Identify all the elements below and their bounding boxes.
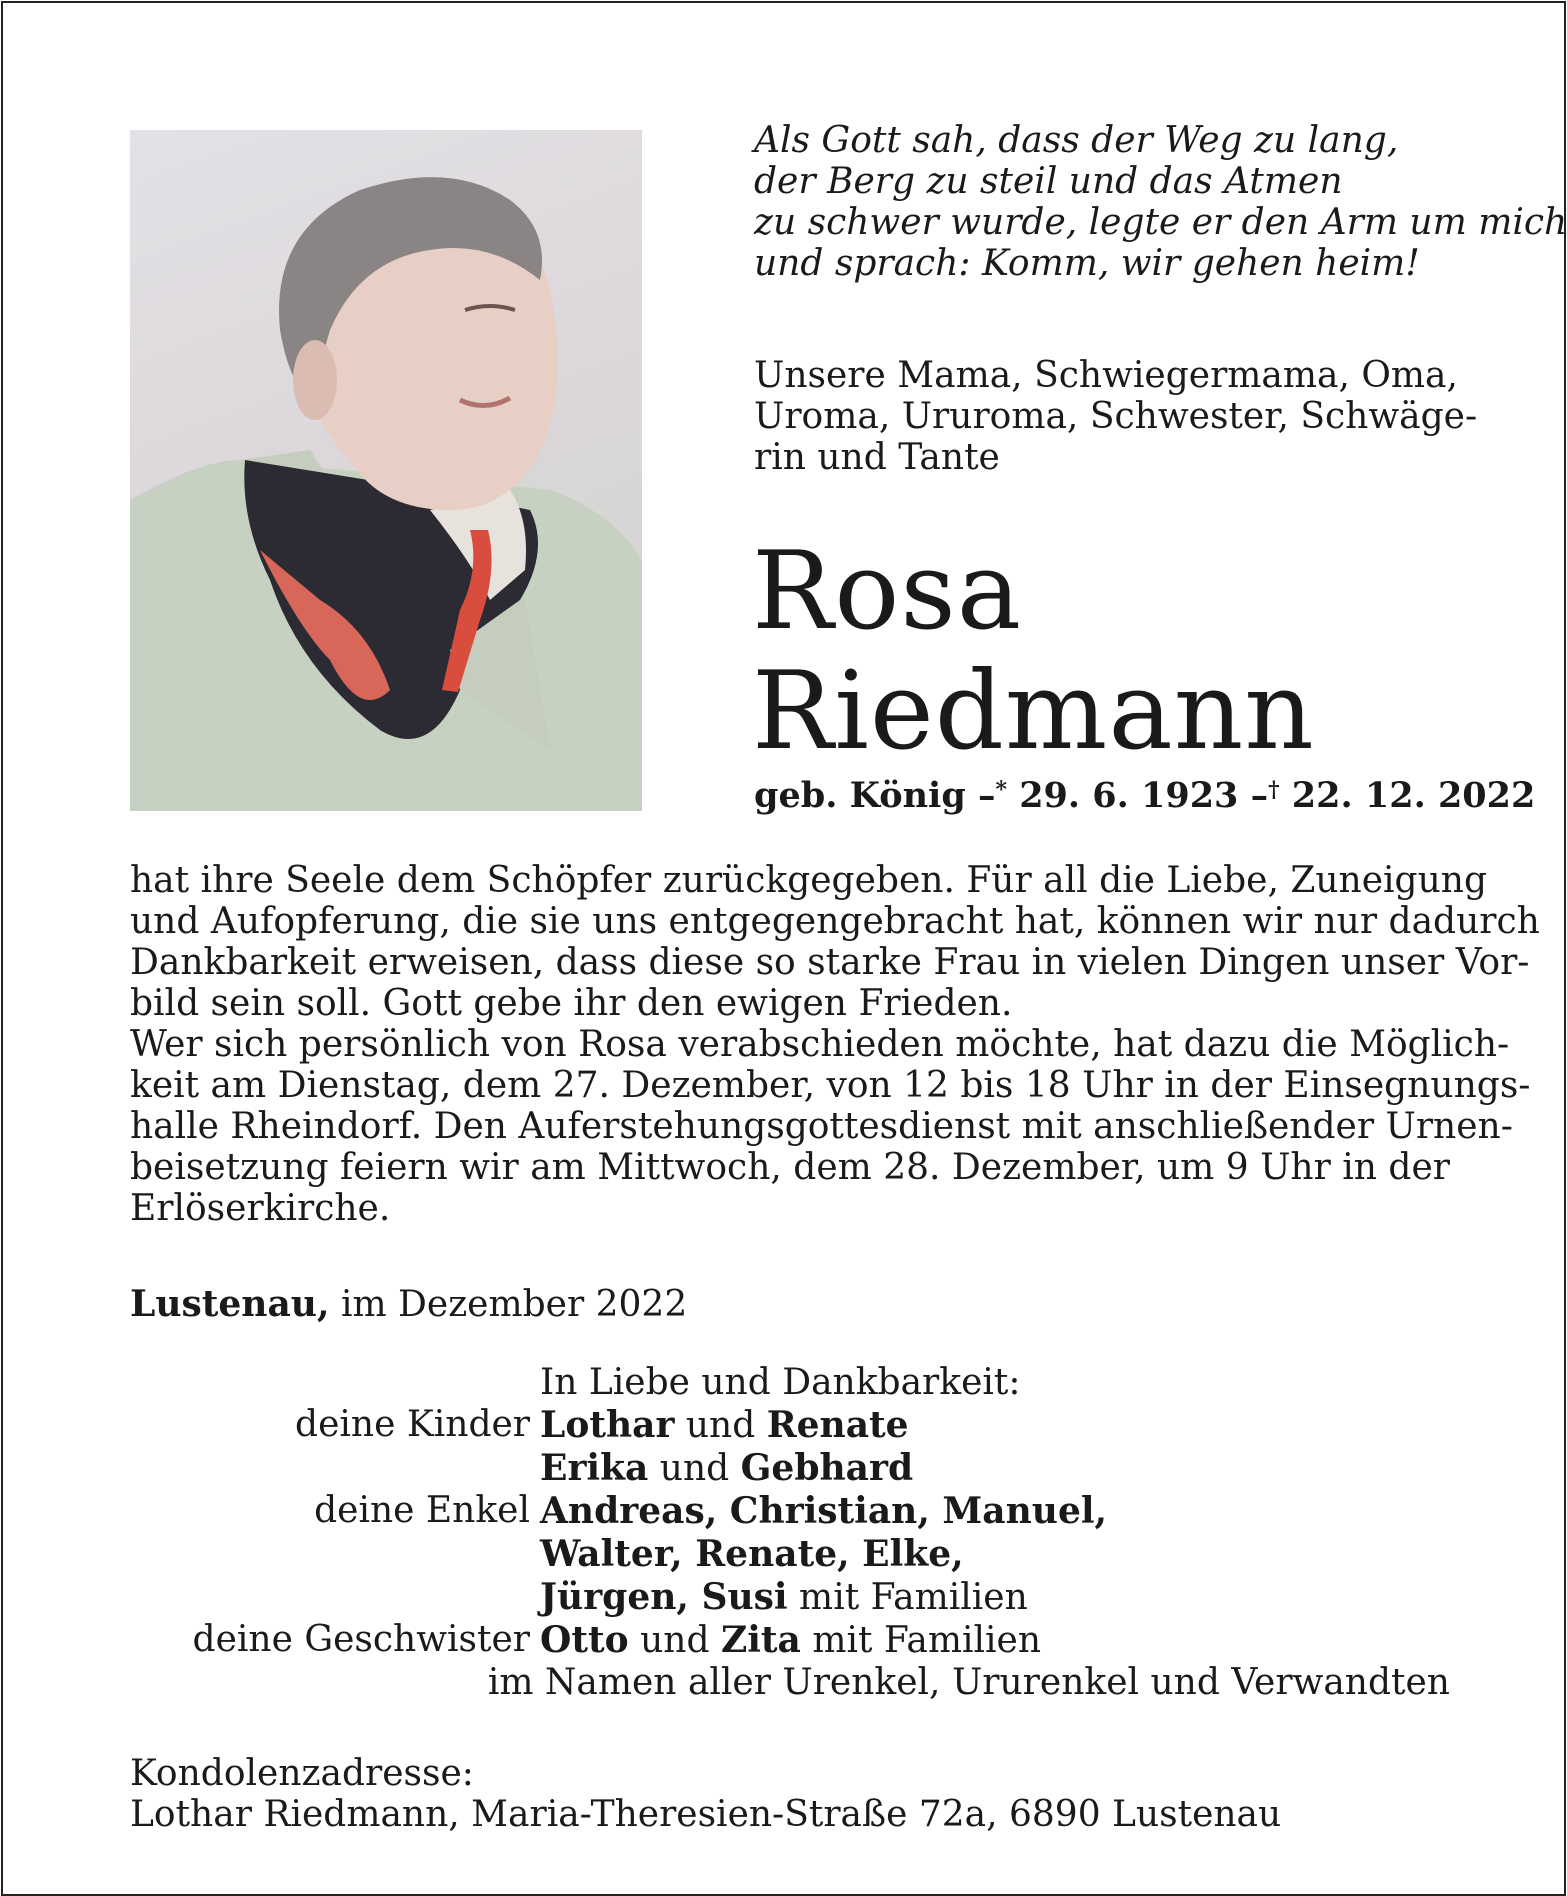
sibling-name: Otto [540,1619,629,1661]
body-line: beisetzung feiern wir am Mittwoch, dem 28. Dezember, um 9 Uhr in der [130,1147,1450,1188]
motto-line: Als Gott sah, dass der Weg zu lang, [754,120,1399,161]
birth-symbol: * [995,777,1007,803]
children-names [540,1447,913,1490]
body-line: halle Rheindorf. Den Auferstehungsgottesdienst mit anschließender Urnen- [130,1106,1513,1147]
grandchild-names: Andreas, Christian, Manuel, [540,1490,1108,1532]
grandchild-names: Walter, Renate, Elke, [540,1533,964,1575]
conjunction: und [648,1448,741,1489]
body-line: bild sein soll. Gott gebe ihr den ewigen Frieden. [130,983,1013,1024]
place-date [130,1283,687,1325]
condolence-address [130,1753,1281,1835]
intro-line: Uroma, Ururoma, Schwester, Schwäge- [754,396,1478,437]
body-line: und Aufopferung, die sie uns entgegengebracht hat, können wir nur dadurch [130,901,1540,942]
family-suffix: mit Familien [787,1577,1028,1618]
obituary-body [130,860,1540,1229]
dash: – [977,775,996,816]
death-date: 22. 12. 2022 [1291,775,1536,816]
intro-line: rin und Tante [754,437,1000,478]
conjunction: und [628,1620,721,1661]
motto-line: der Berg zu steil und das Atmen [754,161,1343,202]
body-line: Erlöserkirche. [130,1188,391,1229]
sig-row [130,1404,1450,1447]
portrait-photo [130,130,642,811]
sig-label-empty [130,1447,540,1490]
sig-row [130,1447,1450,1490]
place-month: im Dezember 2022 [329,1284,688,1325]
sig-label-empty [130,1662,488,1704]
child-name: Lothar [540,1404,675,1446]
sig-label-empty [130,1576,540,1619]
grandchildren-names [540,1533,964,1576]
last-name: Riedmann [752,649,1315,774]
motto-line: zu schwer wurde, legte er den Arm um mich [754,202,1567,243]
first-name: Rosa [752,529,1023,654]
sig-row [130,1533,1450,1576]
body-line: Dankbarkeit erweisen, dass diese so starke Frau in vielen Dingen unser Vor- [130,942,1530,983]
maiden-name: geb. König [754,775,966,816]
sig-row [130,1619,1450,1662]
grandchildren-label: deine Enkel [314,1490,530,1531]
conjunction: und [674,1405,767,1446]
body-line: keit am Dienstag, dem 27. Dezember, von 12 bis 18 Uhr in der Einsegnungs- [130,1065,1531,1106]
children-names [540,1404,909,1447]
child-name: Renate [766,1404,909,1446]
sig-label-empty [130,1362,540,1404]
birth-date: 29. 6. 1923 [1019,775,1239,816]
sibling-name: Zita [720,1619,801,1661]
address-value: Lothar Riedmann, Maria-Theresien-Straße 72a, 6890 Lustenau [130,1794,1282,1835]
grandchildren-names [540,1576,1028,1619]
motto-verse [754,120,1567,284]
sig-row [130,1662,1450,1704]
grandchild-names: Jürgen, Susi [540,1576,788,1618]
sig-row [130,1362,1450,1404]
intro-text [754,355,1478,478]
grandchildren-names [540,1490,1107,1533]
closing-line: im Namen aller Urenkel, Ururenkel und Verwandten [487,1662,1450,1703]
body-line: hat ihre Seele dem Schöpfer zurückgegeben. Für all die Liebe, Zuneigung [130,860,1488,901]
sig-label-empty [130,1533,540,1576]
place-town: Lustenau, [130,1283,330,1325]
address-label: Kondolenzadresse: [130,1753,474,1794]
child-name: Gebhard [740,1447,914,1489]
child-name: Erika [540,1447,649,1489]
death-symbol: † [1268,777,1280,803]
mourners-block [130,1362,1450,1704]
siblings-label: deine Geschwister [192,1619,530,1660]
body-line: Wer sich persönlich von Rosa verabschieden möchte, hat dazu die Möglich- [130,1024,1510,1065]
dash: – [1250,775,1269,816]
children-label: deine Kinder [295,1404,530,1445]
sig-heading: In Liebe und Dankbarkeit: [540,1362,1021,1403]
siblings-names [540,1619,1041,1662]
motto-line: und sprach: Komm, wir gehen heim! [754,243,1420,284]
sig-row [130,1576,1450,1619]
life-dates [754,775,1535,816]
sig-row [130,1490,1450,1533]
deceased-name [752,529,1315,774]
intro-line: Unsere Mama, Schwiegermama, Oma, [754,355,1458,396]
family-suffix: mit Familien [800,1620,1042,1661]
